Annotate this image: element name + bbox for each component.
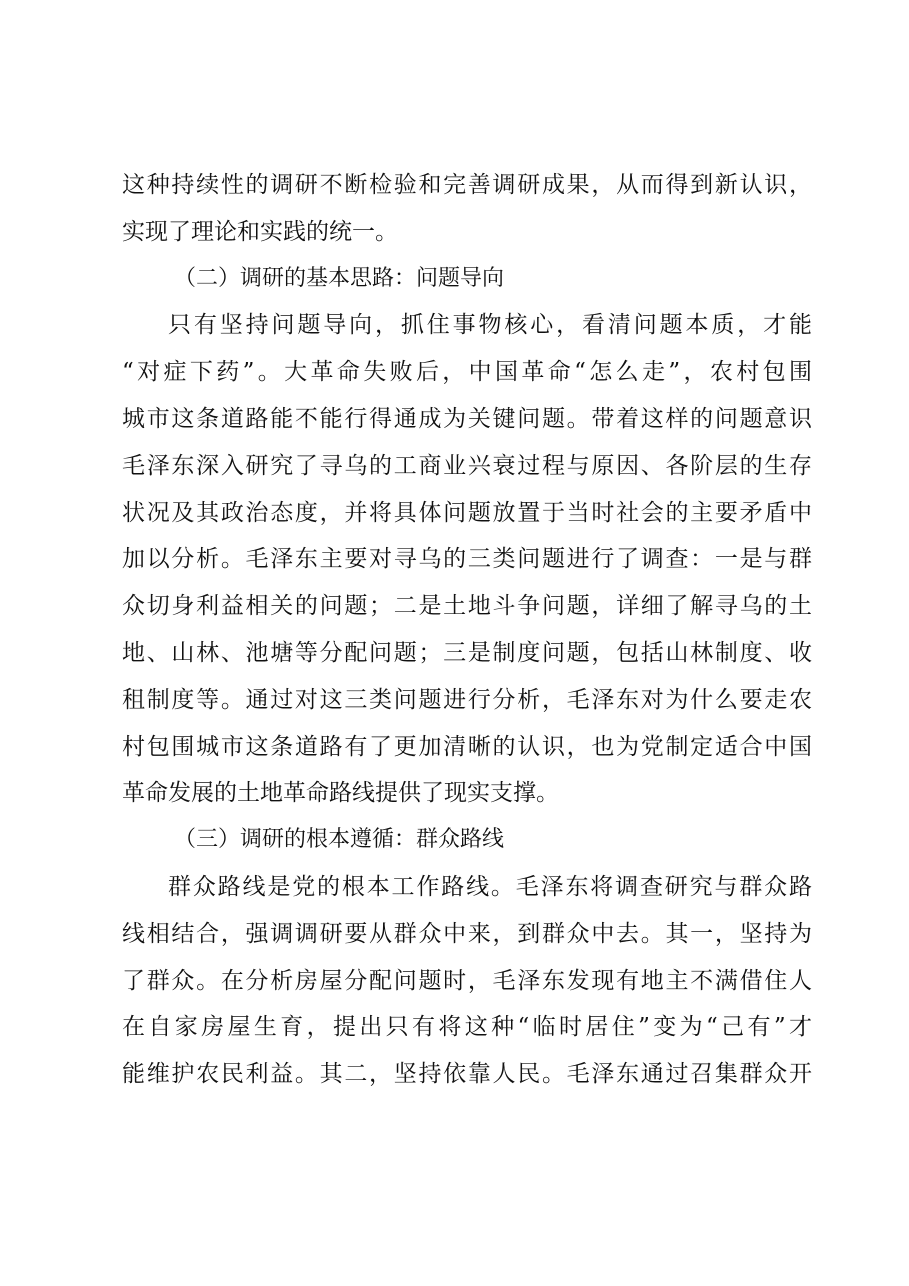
text-line: 租制度等。通过对这三类问题进行分析，毛泽东对为什么要走农 (122, 686, 812, 713)
text-line: 城市这条道路能不能行得通成为关键问题。带着这样的问题意识 (122, 405, 812, 432)
text-line: 毛泽东深入研究了寻乌的工商业兴衰过程与原因、各阶层的生存 (122, 452, 812, 479)
section-heading-3: （三）调研的根本遵循：群众路线 (174, 827, 505, 853)
text-line: 村包围城市这条道路有了更加清晰的认识，也为党制定适合中国 (122, 733, 812, 760)
text-line: 加以分析。毛泽东主要对寻乌的三类问题进行了调查：一是与群 (122, 546, 812, 573)
text-line: 这种持续性的调研不断检验和完善调研成果，从而得到新认识， (122, 172, 812, 198)
paragraph-continuation (122, 162, 812, 256)
text-line: “对症下药”。大革命失败后，中国革命“怎么走”，农村包围 (122, 359, 812, 386)
text-line: 实现了理论和实践的统一。 (122, 218, 398, 245)
document-body (122, 162, 812, 1098)
text-line: 能维护农民利益。其二，坚持依靠人民。毛泽东通过召集群众开 (122, 1061, 812, 1088)
paragraph-mass-line (122, 864, 812, 1098)
paragraph-problem-orientation (122, 302, 812, 817)
text-line: 只有坚持问题导向，抓住事物核心，看清问题本质，才能 (168, 312, 812, 339)
text-line: 革命发展的土地革命路线提供了现实支撑。 (122, 780, 559, 807)
text-line: 地、山林、池塘等分配问题；三是制度问题，包括山林制度、收 (122, 639, 812, 666)
text-line: 状况及其政治态度，并将具体问题放置于当时社会的主要矛盾中 (122, 499, 812, 526)
section-heading-2: （二）调研的基本思路：问题导向 (174, 265, 505, 291)
text-line: 在自家房屋生育，提出只有将这种“临时居住”变为“己有”才 (122, 1014, 812, 1041)
text-line: 群众路线是党的根本工作路线。毛泽东将调查研究与群众路 (168, 873, 812, 900)
text-line: 了群众。在分析房屋分配问题时，毛泽东发现有地主不满借住人 (122, 967, 812, 994)
text-line: 众切身利益相关的问题；二是土地斗争问题，详细了解寻乌的土 (122, 593, 812, 620)
text-line: 线相结合，强调调研要从群众中来，到群众中去。其一，坚持为 (122, 920, 812, 947)
